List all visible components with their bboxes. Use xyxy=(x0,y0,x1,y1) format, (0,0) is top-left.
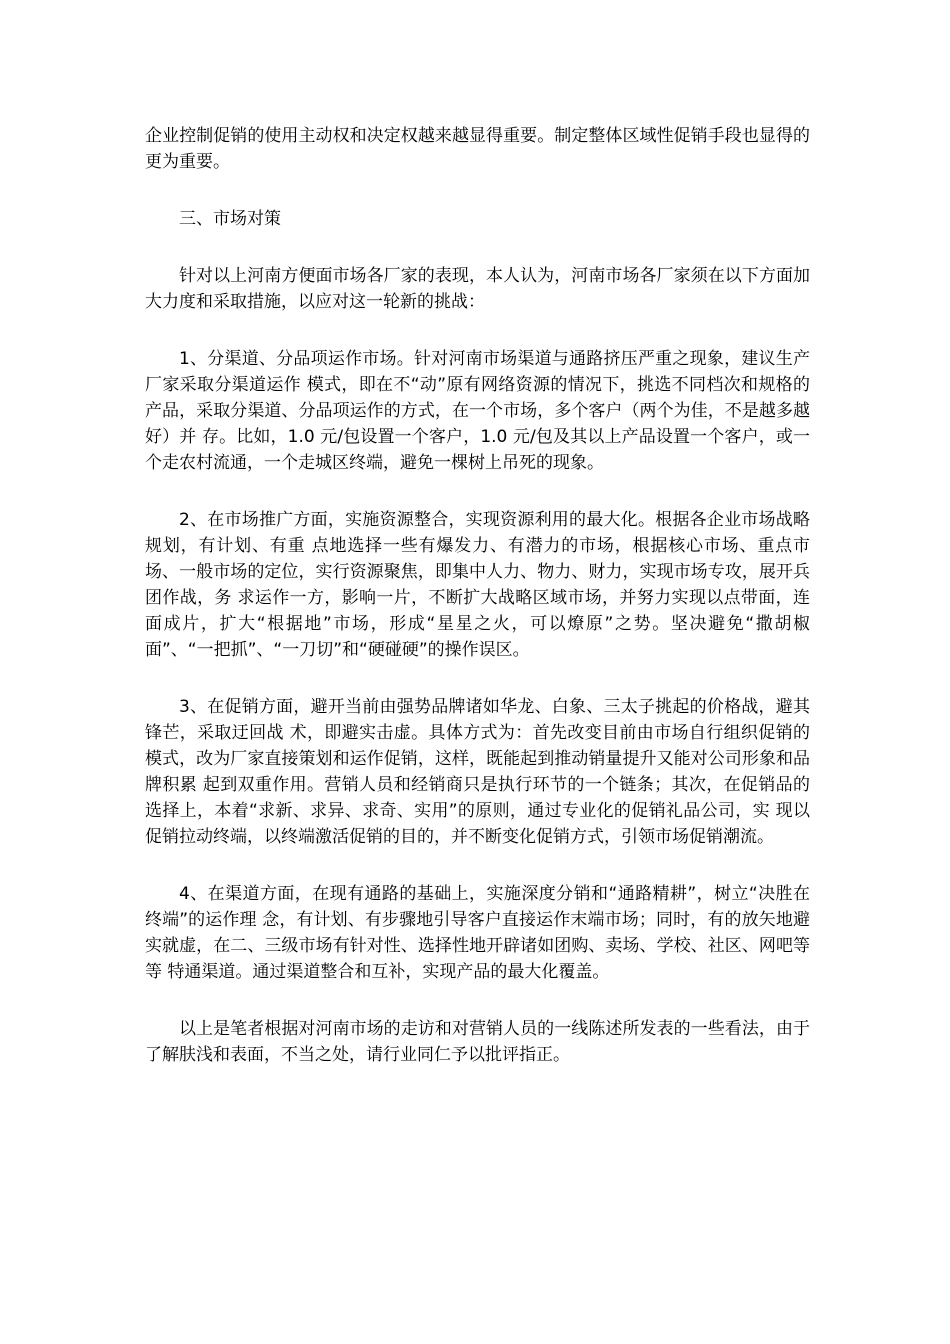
paragraph-conclusion: 以上是笔者根据对河南市场的走访和对营销人员的一线陈述所发表的一些看法，由于了解肤浅和表面，不当之处，请行业同仁予以批评指正。 xyxy=(145,1019,810,1065)
paragraph-continuation: 企业控制促销的使用主动权和决定权越来越显得重要。制定整体区域性促销手段也显得的更为重要。 xyxy=(145,126,810,172)
section-heading: 三、市场对策 xyxy=(179,209,281,229)
paragraph-point-2: 2、在市场推广方面，实施资源整合，实现资源利用的最大化。根据各企业市场战略规划，有计划、有重 点地选择一些有爆发力、有潜力的市场，根据核心市场、重点市场、一般市场的定位，实行资源聚焦，即集中人力、物力、财力，实现市场专攻，展开兵团作战，务 求运作一方，影响一片，不断扩大战略区域市场，并努力实现以点带面，连面成片，扩大“根据地”市场，形成“星星之火，可以燎原”之势。坚决避免“撒胡椒 面”、“一把抓”、“一刀切”和“硬碰硬”的操作误区。 xyxy=(145,510,810,660)
paragraph-intro: 针对以上河南方便面市场各厂家的表现，本人认为，河南市场各厂家须在以下方面加大力度和采取措施，以应对这一轮新的挑战： xyxy=(145,266,810,312)
paragraph-point-4: 4、在渠道方面，在现有通路的基础上，实施深度分销和“通路精耕”，树立“决胜在终端”的运作理 念，有计划、有步骤地引导客户直接运作末端市场；同时，有的放矢地避实就虚，在二、三级市场有针对性、选择性地开辟诸如团购、卖场、学校、社区、网吧等等 特通渠道。通过渠道整合和互补，实现产品的最大化覆盖。 xyxy=(145,884,810,982)
paragraph-point-1: 1、分渠道、分品项运作市场。针对河南市场渠道与通路挤压严重之现象，建议生产厂家采取分渠道运作 模式，即在不“动”原有网络资源的情况下，挑选不同档次和规格的产品，采取分渠道、分品项运作的方式，在一个市场，多个客户（两个为佳，不是越多越好）并 存。比如，1.0 元/包设置一个客户，1.0 元/包及其以上产品设置一个客户，或一个走农村流通，一个走城区终端，避免一棵树上吊死的现象。 xyxy=(145,349,810,473)
document-body xyxy=(145,123,810,1068)
paragraph-point-3: 3、在促销方面，避开当前由强势品牌诸如华龙、白象、三太子挑起的价格战，避其锋芒，采取迂回战 术，即避实击虚。具体方式为：首先改变目前由市场自行组织促销的模式，改为厂家直接策划和运作促销，这样，既能起到推动销量提升又能对公司形象和品牌积累 起到双重作用。营销人员和经销商只是执行环节的一个链条；其次，在促销品的选择上，本着“求新、求异、求奇、实用”的原则，通过专业化的促销礼品公司，实 现以促销拉动终端，以终端激活促销的目的，并不断变化促销方式，引领市场促销潮流。 xyxy=(145,697,810,847)
